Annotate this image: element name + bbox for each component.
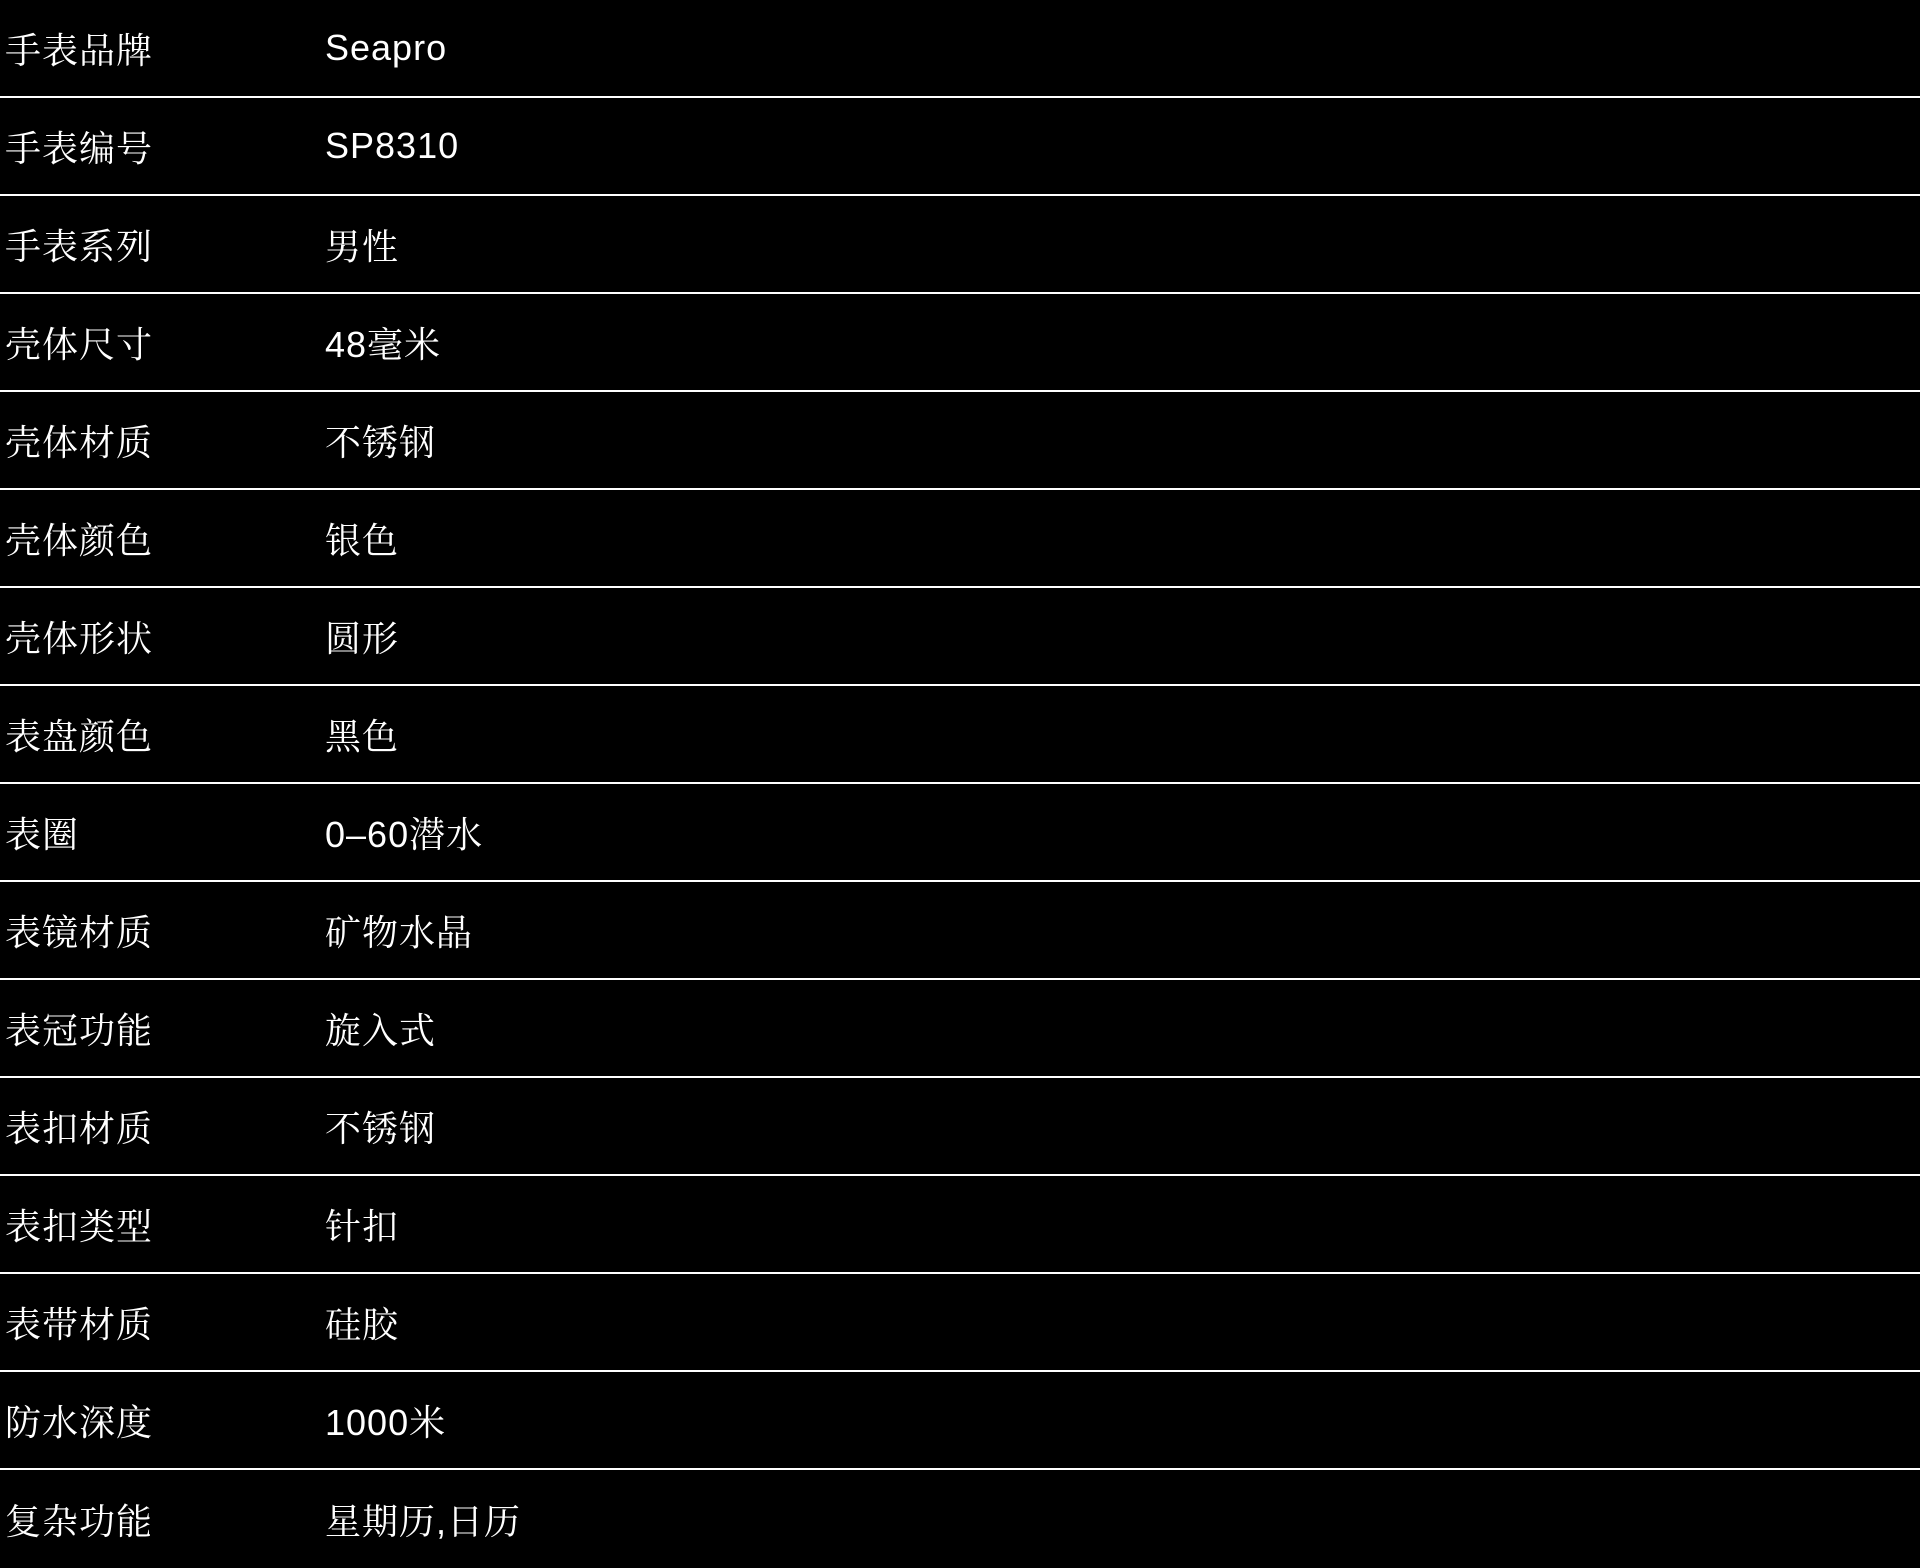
spec-row bbox=[0, 98, 1920, 196]
spec-row bbox=[0, 882, 1920, 980]
spec-row bbox=[0, 784, 1920, 882]
spec-value: 不锈钢 bbox=[325, 1107, 437, 1149]
spec-value: 48毫米 bbox=[325, 323, 442, 365]
spec-label: 表扣材质 bbox=[5, 1107, 154, 1149]
spec-value: Seapro bbox=[325, 27, 448, 68]
spec-value: 矿物水晶 bbox=[325, 911, 474, 953]
spec-row bbox=[0, 392, 1920, 490]
spec-label: 表扣类型 bbox=[5, 1205, 154, 1247]
spec-value: 银色 bbox=[325, 519, 400, 561]
spec-value: 星期历,日历 bbox=[325, 1500, 522, 1542]
spec-label: 手表系列 bbox=[5, 225, 154, 267]
spec-row bbox=[0, 294, 1920, 392]
spec-label: 壳体尺寸 bbox=[5, 323, 154, 365]
spec-label: 壳体材质 bbox=[5, 421, 154, 463]
spec-value: 圆形 bbox=[325, 617, 400, 659]
spec-row bbox=[0, 1176, 1920, 1274]
spec-label: 壳体颜色 bbox=[5, 519, 154, 561]
spec-row bbox=[0, 1078, 1920, 1176]
spec-value: 男性 bbox=[325, 225, 400, 267]
spec-label: 手表品牌 bbox=[5, 29, 154, 71]
spec-label: 手表编号 bbox=[5, 127, 154, 169]
spec-value: 硅胶 bbox=[325, 1303, 400, 1345]
spec-row bbox=[0, 490, 1920, 588]
spec-row bbox=[0, 980, 1920, 1078]
spec-label: 表带材质 bbox=[5, 1303, 154, 1345]
spec-label: 防水深度 bbox=[5, 1401, 154, 1443]
spec-row bbox=[0, 0, 1920, 98]
spec-row bbox=[0, 686, 1920, 784]
spec-value: 旋入式 bbox=[325, 1009, 437, 1051]
spec-row bbox=[0, 1274, 1920, 1372]
spec-label: 壳体形状 bbox=[5, 617, 154, 659]
spec-label: 表镜材质 bbox=[5, 911, 154, 953]
spec-label: 表盘颜色 bbox=[5, 715, 154, 757]
spec-label: 表冠功能 bbox=[5, 1009, 154, 1051]
spec-value: 针扣 bbox=[325, 1205, 400, 1247]
spec-row bbox=[0, 588, 1920, 686]
spec-value: 不锈钢 bbox=[325, 421, 437, 463]
spec-label: 表圈 bbox=[5, 813, 80, 855]
spec-row bbox=[0, 1372, 1920, 1470]
spec-value: SP8310 bbox=[325, 125, 460, 166]
spec-row bbox=[0, 1470, 1920, 1568]
spec-value: 0–60潜水 bbox=[325, 813, 484, 855]
spec-row bbox=[0, 196, 1920, 294]
spec-value: 黑色 bbox=[325, 715, 400, 757]
spec-value: 1000米 bbox=[325, 1401, 447, 1443]
spec-label: 复杂功能 bbox=[5, 1500, 154, 1542]
